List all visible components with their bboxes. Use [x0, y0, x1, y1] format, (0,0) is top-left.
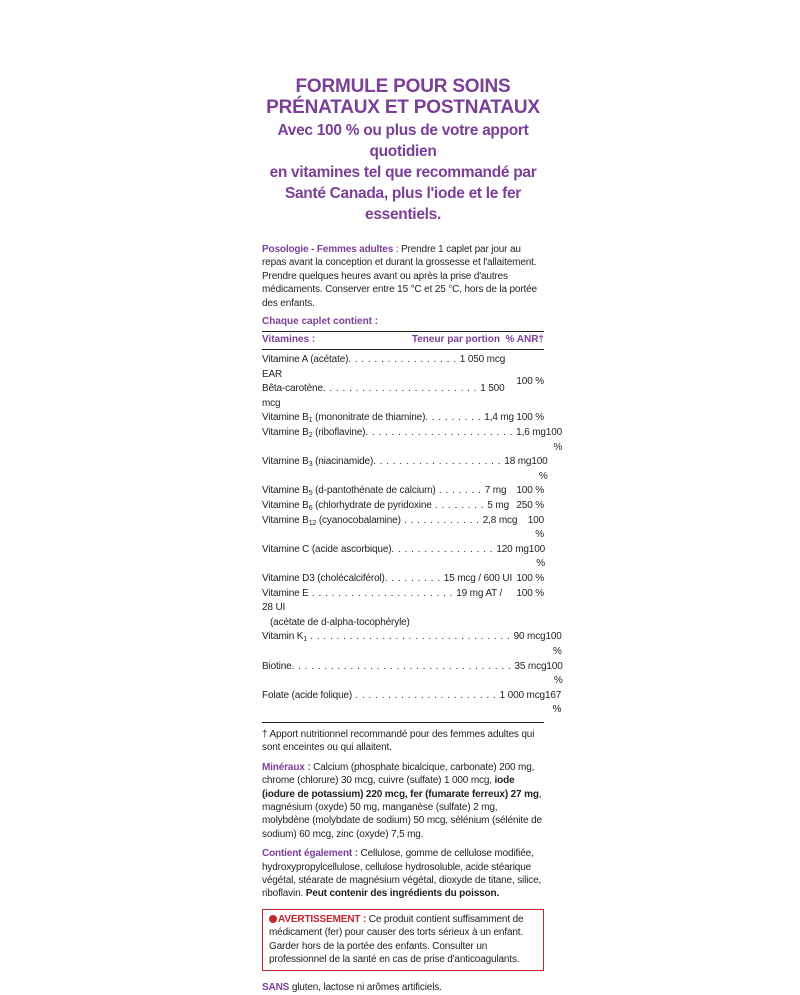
row-pct: 100 % [527, 514, 544, 541]
row-subscript: 1 [308, 417, 313, 425]
row-dots: . . . . . . . . . . . . . . . . . . . . . . . [365, 427, 517, 438]
minerals-bold: iode (iodure de potassium) 220 mcg, fer (fumarate ferreux) 27 mg [262, 775, 539, 800]
row-pct: 100 % [546, 660, 563, 687]
row-subscript: 6 [308, 504, 313, 512]
table-row-vitamin-k1 [262, 630, 562, 659]
table-row-b3 [262, 455, 548, 484]
row-dots: . . . . . . . . [431, 499, 488, 511]
rda-footnote: † Apport nutritionnel recommandé pour des femmes adultes qui sont enceintes ou qui allaitent. [262, 728, 535, 754]
warning-box [262, 909, 544, 972]
row-name-detail: (cyanocobalamine) [316, 514, 401, 526]
free-from-label: SANS [262, 982, 290, 994]
warning-label: AVERTISSEMENT : [278, 913, 367, 925]
row-subscript: 2 [308, 432, 313, 439]
row-pct: 100 % [545, 631, 562, 657]
row-name: Vitamine B [262, 514, 309, 526]
table-row-b2 [262, 426, 563, 455]
table-row-biotine [262, 660, 563, 689]
table-row-b1 [262, 411, 544, 426]
row-amount: 19 mg AT / 28 UI [262, 587, 503, 614]
also-contains-paragraph [262, 847, 544, 901]
row-dots: . . . . . . . . . . . . [400, 514, 483, 526]
row-pct: 100 % [516, 485, 544, 497]
table-header [262, 332, 544, 349]
row-amount: 1 500 mcg [262, 383, 505, 409]
row-dots: . . . . . . . . . . . . . . . . [391, 543, 497, 555]
table-row-b6 [262, 499, 544, 514]
subtitle-line-3: Santé Canada, plus l'iode et le fer essentiels. [284, 185, 522, 223]
allergen-note: Peut contenir des ingrédients du poisson. [305, 888, 500, 900]
table-header-rule [262, 349, 544, 350]
row-name: Biotine [262, 660, 292, 672]
row-pct: 100 % [516, 375, 544, 387]
also-contains-label: Contient également : [262, 848, 358, 860]
row-name: Vitamine B [262, 499, 309, 511]
subtitle-line-1: Avec 100 % ou plus de votre apport quotidien [277, 122, 529, 160]
table-row-vitamin-c [262, 543, 544, 572]
row-subscript: 1 [303, 636, 308, 644]
row-dots: . . . . . . . . . . . . . . . . . . . . . . . . . . . . . . . . . . [291, 660, 515, 672]
row-dots: . . . . . . . . . . . . . . . . . . . . . . [308, 587, 457, 599]
free-from-line [262, 981, 544, 994]
row-dots: . . . . . . . . . . . . . . . . . . . . . . [352, 689, 500, 701]
row-name-detail: (niacinamide) [312, 456, 374, 468]
vitamin-table [262, 353, 563, 718]
minerals-text: Calcium (phosphate bicalcique, carbonate) 200 mg, chrome (chlorure) 30 mcg, cuivre (sulfate) 1 000 mcg, [262, 761, 535, 787]
minerals-paragraph [262, 761, 544, 841]
row-pct: 100 % [516, 587, 544, 599]
table-row-folate [262, 689, 562, 718]
row-dots: . . . . . . . . . . . . . . . . . . . . . . . . [322, 383, 481, 395]
row-pct: 250 % [516, 499, 544, 511]
row-pct: 100 % [545, 427, 563, 453]
product-subtitle [262, 120, 544, 225]
minerals-text-2: , magnésium (oxyde) 50 mg, manganèse (sulfate) 2 mg, molybdène (molybdate de sodium) 50 mcg, sélénium (sélénite de sodium) 60 mcg, zinc (oxyde) 7,5 mg. [262, 788, 542, 840]
row-name: Vitamine B [262, 427, 309, 438]
row-subscript: 12 [308, 519, 317, 527]
row-name: Vitamine D3 (cholécalciférol) [262, 572, 385, 584]
row-subscript: 3 [308, 461, 313, 469]
row-amount: 35 mcg [514, 660, 547, 672]
table-bottom-rule [262, 722, 544, 723]
row-amount: 1 050 mcg EAR [262, 354, 506, 380]
row-dots: . . . . . . . . . [425, 412, 485, 424]
warning-dot-icon [269, 915, 277, 923]
row-name-detail: (chlorhydrate de pyridoxine [312, 499, 432, 511]
row-pct: 167 % [544, 689, 562, 716]
row-name-detail: (d-pantothénate de calcium) [312, 485, 436, 497]
minerals-label: Minéraux : [262, 761, 311, 773]
table-row-vitamin-a [262, 353, 544, 411]
row-amount: 7 mg [484, 485, 507, 497]
table-caption: Chaque caplet contient : [262, 316, 379, 328]
row-amount: 90 mcg [513, 631, 546, 643]
row-dots: . . . . . . . . . . . . . . . . . . . . . . . . . . . . . . . [307, 631, 514, 643]
row-name: Vitamin K [262, 631, 304, 643]
row-name: Vitamine B [262, 412, 309, 424]
row-subscript: 5 [308, 490, 313, 498]
row-amount: 120 mg [496, 543, 529, 555]
row-name: Folate (acide folique) [262, 689, 353, 701]
row-name: Vitamine E [262, 587, 309, 599]
row-note: (acétate de d-alpha-tocophéryle) [270, 616, 410, 628]
row-dots: . . . . . . . . . . . . . . . . . [348, 354, 460, 366]
row-amount: 18 mg [504, 456, 532, 468]
row-pct: 100 % [531, 456, 548, 482]
col-vitamins: Vitamines : [262, 334, 316, 346]
dosage-text: : Prendre 1 caplet par jour au repas avant la conception et durant la grossesse et l'allaitement. Prendre quelques heures avant ou après la prise d'autres médicaments. Conserver entre 15 °C et 25 °C, hors de la portée des enfants. [262, 244, 537, 309]
warning-text: Ce produit contient suffisamment de médicament (fer) pour causer des torts sérieux à un enfant. Garder hors de la portée des enfants. Consulter un professionnel de la santé en cas de prise d'anticoagulants. [269, 913, 524, 965]
row-name: Vitamine B [262, 485, 309, 497]
row-amount: 15 mcg / 600 UI [443, 572, 513, 584]
title-line-1: FORMULE POUR SOINS [295, 76, 511, 97]
title-line-2: PRÉNATAUX ET POSTNATAUX [266, 97, 540, 118]
row-name: Vitamine A (acétate) [262, 354, 349, 366]
row-amount: 1 000 mcg [499, 689, 545, 701]
row-name: Vitamine C (acide ascorbique) [262, 543, 392, 555]
table-row-b12 [262, 514, 544, 543]
row-name: Vitamine B [262, 456, 309, 468]
row-name-detail: (riboflavine) [312, 427, 366, 438]
also-contains-text: Cellulose, gomme de cellulose modifiée, hydroxypropylcellulose, cellulose hydrosoluble, acide stéarique végétal, stéarate de magnésium végétal, dioxyde de titane, silice, riboflavin. [262, 848, 542, 900]
row-dots: . . . . . . . [435, 485, 485, 497]
row-pct: 100 % [516, 572, 544, 584]
row-dots: . . . . . . . . . [384, 572, 444, 584]
product-title [262, 76, 544, 118]
row-dots: . . . . . . . . . . . . . . . . . . . . [373, 456, 505, 468]
dosage-paragraph [262, 243, 544, 310]
subtitle-line-2: en vitamines tel que recommandé par [269, 164, 537, 181]
dosage-label: Posologie - Femmes adultes [262, 244, 394, 255]
col-pct: % ANR† [505, 334, 544, 346]
row-amount: 1,4 mg [484, 412, 514, 424]
table-row-b5 [262, 484, 544, 499]
col-amount: Teneur par portion [411, 334, 500, 346]
row-name: Bêta-carotène [262, 383, 323, 395]
row-pct: 100 % [528, 543, 546, 570]
row-name-detail: (mononitrate de thiamine) [312, 412, 426, 424]
free-from-text: gluten, lactose ni arômes artificiels. [289, 982, 442, 994]
supplement-label [262, 76, 563, 995]
row-amount: 5 mg [487, 499, 510, 511]
row-pct: 100 % [516, 412, 544, 424]
table-row-vitamin-d3 [262, 572, 544, 587]
row-amount: 1,6 mg [516, 427, 546, 438]
row-amount: 2,8 mcg [482, 514, 518, 526]
table-row-vitamin-e [262, 587, 544, 631]
